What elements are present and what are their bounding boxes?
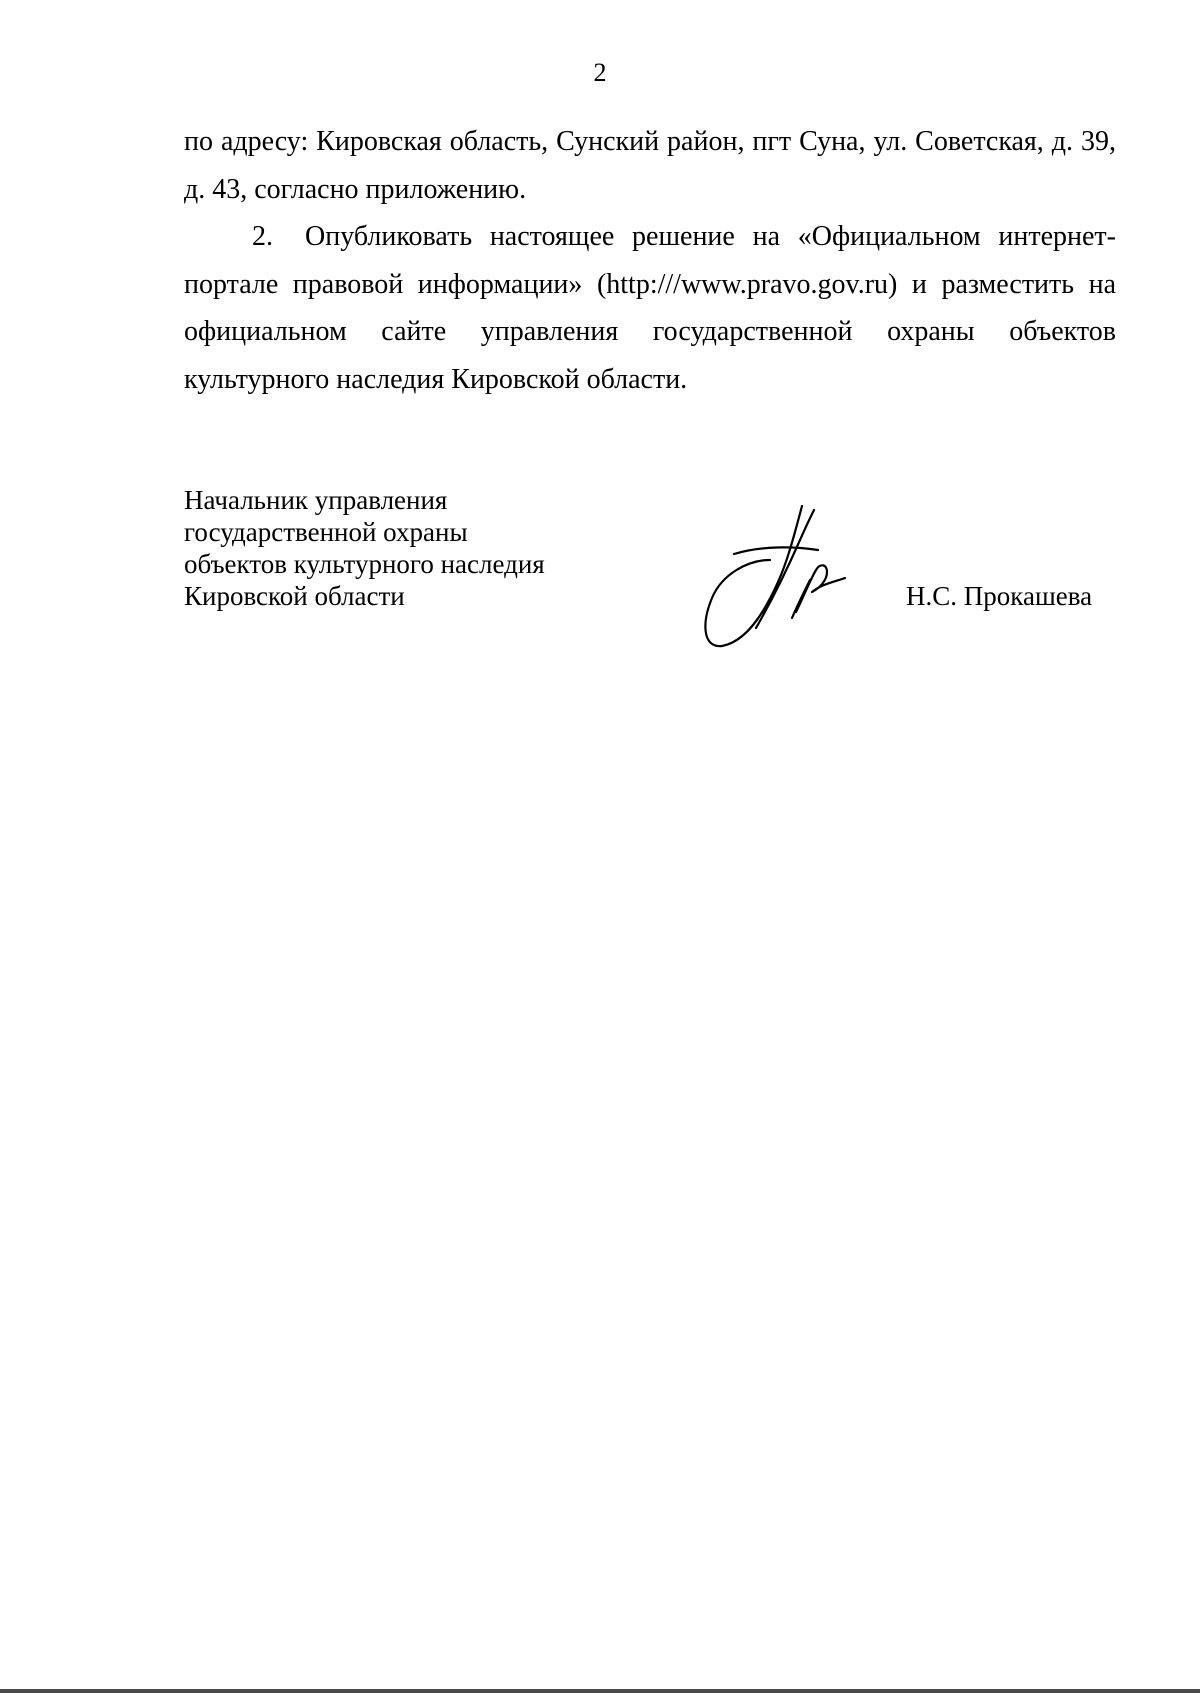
document-body — [184, 118, 1116, 403]
item-number: 2. — [252, 221, 273, 252]
page-number: 2 — [593, 58, 607, 87]
position-line: Кировской области — [184, 581, 405, 611]
position-line: Начальник управления — [184, 485, 448, 515]
paragraph-item-2 — [184, 213, 1116, 403]
signatory-position — [184, 484, 545, 612]
handwritten-signature — [700, 500, 870, 652]
position-line: объектов культурного наследия — [184, 549, 545, 579]
paragraph-continuation: по адресу: Кировская область, Сунский район, пгт Суна, ул. Советская, д. 39, д. 43, согласно приложению. — [184, 126, 1116, 205]
item-2-text: Опубликовать настоящее решение на «Официальном интернет-портале правовой информации» (http:///www.pravo.gov.ru) и разместить на официальном сайте управления государственной охраны объектов культурного наследия Кировской области. — [184, 221, 1116, 395]
signer-name: Н.С. Прокашева — [906, 581, 1093, 611]
position-line: государственной охраны — [184, 517, 468, 547]
page-bottom-edge — [0, 1689, 1200, 1693]
